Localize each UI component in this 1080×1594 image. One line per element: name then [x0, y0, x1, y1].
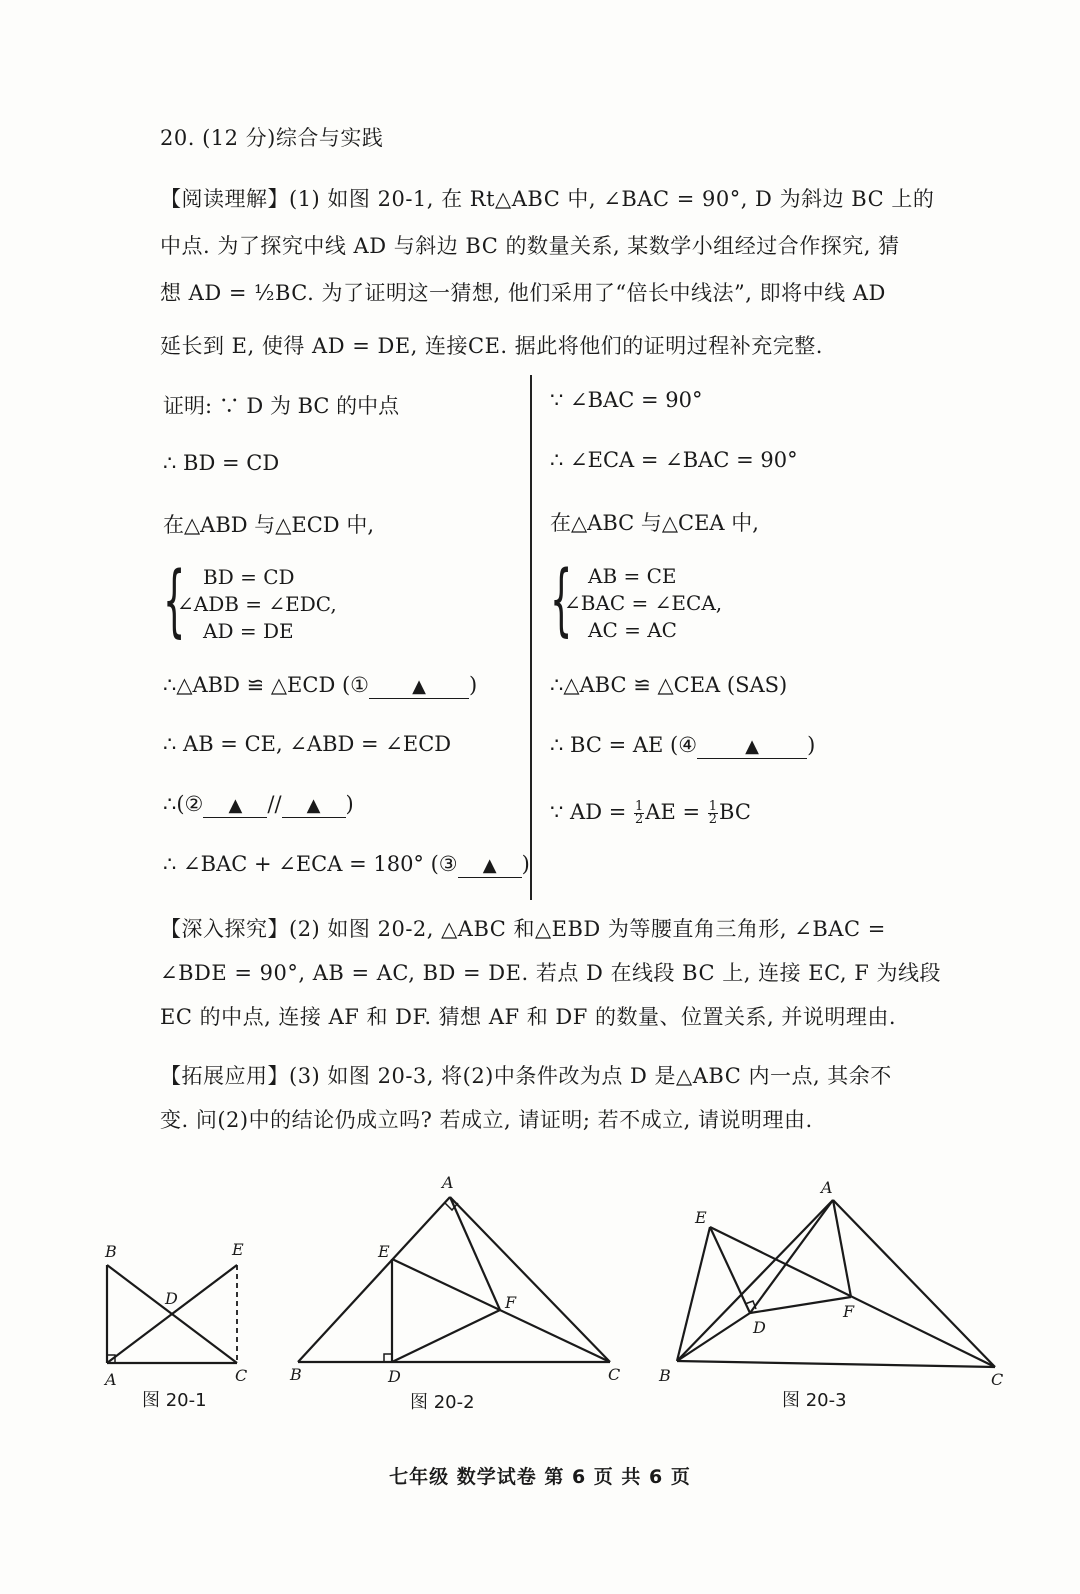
extend-line-1: 【拓展应用】(3) 如图 20-3, 将(2)中条件改为点 D 是△ABC 内一点, 其余不 [160, 1064, 892, 1088]
sys-right-row-1: AB = CE [588, 564, 677, 588]
close-paren: ) [521, 852, 530, 876]
proof-right-5 [550, 733, 815, 759]
deep-line-2: ∠BDE = 90°, AB = AC, BD = DE. 若点 D 在线段 BC 上, 连接 EC, F 为线段 [160, 961, 942, 985]
fig2-label-a: A [442, 1173, 454, 1192]
fig1-label-d: D [165, 1289, 178, 1308]
proof-left-6-prefix: ∴(② [163, 792, 204, 816]
proof-right-6 [550, 800, 751, 826]
proof-left-5: ∴ AB = CE, ∠ABD = ∠ECD [163, 732, 452, 756]
triangle-icon: ▲ [228, 795, 243, 816]
proof-left-2: ∴ BD = CD [163, 451, 280, 475]
sys-right-row-3: AC = AC [588, 618, 677, 642]
proof-left-7 [163, 852, 530, 878]
fraction-half: $\frac{1}{2}$ [635, 799, 644, 827]
proof-right-system [550, 555, 770, 647]
fig2-label-b: B [290, 1365, 302, 1384]
proof-right-2: ∴ ∠ECA = ∠BAC = 90° [550, 448, 798, 472]
sys-left-row-3: AD = DE [203, 619, 294, 643]
fig3-label-c: C [991, 1370, 1004, 1389]
reading-line-4: 延长到 E, 使得 AD = DE, 连接CE. 据此将他们的证明过程补充完整. [160, 334, 823, 358]
figure-20-3 [655, 1175, 1015, 1390]
blank-3[interactable] [458, 853, 522, 878]
brace-icon: { [163, 556, 186, 646]
sys-right-row-2: ∠BAC = ∠ECA, [564, 591, 723, 615]
proof-right-6-b: AE = [645, 800, 701, 824]
blank-1[interactable] [369, 674, 469, 699]
proof-left-1: 证明: ∵ D 为 BC 的中点 [163, 394, 400, 418]
triangle-icon: ▲ [745, 736, 759, 757]
proof-right-1: ∵ ∠BAC = 90° [550, 388, 703, 412]
proof-left-6 [163, 792, 354, 818]
fig2-label-f: F [505, 1293, 517, 1312]
proof-left-3: 在△ABD 与△ECD 中, [163, 513, 374, 537]
fig1-label-e: E [232, 1240, 244, 1259]
fig2-caption: 图 20-2 [410, 1392, 475, 1413]
proof-right-6-a: ∵ AD = [550, 800, 627, 824]
figure-20-1 [95, 1235, 265, 1390]
page-footer: 七年级 数学试卷 第 6 页 共 6 页 [389, 1466, 691, 1488]
fig2-label-c: C [608, 1365, 621, 1384]
sys-left-row-1: BD = CD [203, 565, 295, 589]
fig3-label-d: D [753, 1318, 766, 1337]
fig2-label-d: D [388, 1367, 401, 1386]
fig1-label-a: A [105, 1370, 117, 1389]
deep-line-3: EC 的中点, 连接 AF 和 DF. 猜想 AF 和 DF 的数量、位置关系, 并说明理由. [160, 1005, 897, 1029]
blank-2b[interactable] [282, 793, 346, 818]
deep-line-1: 【深入探究】(2) 如图 20-2, △ABC 和△EBD 为等腰直角三角形, ∠BAC = [160, 917, 886, 941]
proof-divider [530, 375, 532, 900]
proof-left-4-text: ∴△ABD ≌ △ECD (① [163, 673, 369, 697]
triangle-icon: ▲ [412, 676, 426, 697]
close-paren: ) [468, 673, 478, 697]
proof-left-system [163, 556, 383, 648]
triangle-icon: ▲ [482, 855, 497, 876]
fig3-label-a: A [821, 1178, 833, 1197]
sys-left-row-2: ∠ADB = ∠EDC, [177, 592, 337, 616]
fig1-caption: 图 20-1 [142, 1390, 207, 1411]
proof-right-6-c: BC [719, 800, 751, 824]
fraction-half: $\frac{1}{2}$ [708, 799, 718, 827]
fig3-label-b: B [659, 1366, 671, 1385]
fig2-label-e: E [378, 1242, 390, 1261]
fig1-label-c: C [235, 1366, 248, 1385]
fig1-label-b: B [105, 1242, 117, 1261]
reading-line-2: 中点. 为了探究中线 AD 与斜边 BC 的数量关系, 某数学小组经过合作探究, 猜 [160, 234, 900, 258]
triangle-icon: ▲ [306, 795, 321, 816]
proof-left-7-text: ∴ ∠BAC + ∠ECA = 180° (③ [163, 852, 458, 876]
extend-line-2: 变. 问(2)中的结论仍成立吗? 若成立, 请证明; 若不成立, 请说明理由. [160, 1108, 813, 1132]
parallel-sign: // [267, 792, 282, 816]
proof-left-4 [163, 673, 477, 699]
fig3-caption: 图 20-3 [782, 1390, 847, 1411]
reading-line-3: 想 AD = ½BC. 为了证明这一猜想, 他们采用了“倍长中线法”, 即将中线 AD [160, 281, 886, 305]
proof-right-3: 在△ABC 与△CEA 中, [550, 511, 759, 535]
reading-line-1: 【阅读理解】(1) 如图 20-1, 在 Rt△ABC 中, ∠BAC = 90°, D 为斜边 BC 上的 [160, 187, 935, 211]
close-paren: ) [807, 733, 816, 757]
proof-right-4: ∴△ABC ≌ △CEA (SAS) [550, 673, 788, 697]
proof-right-5-text: ∴ BC = AE (④ [550, 733, 698, 757]
fig3-label-f: F [843, 1302, 855, 1321]
close-paren: ) [345, 792, 354, 816]
fig3-label-e: E [695, 1208, 707, 1227]
question-header: 20. (12 分)综合与实践 [160, 126, 384, 150]
blank-4[interactable] [697, 734, 807, 759]
figure-20-2 [280, 1172, 625, 1387]
brace-icon: { [550, 555, 573, 645]
blank-2a[interactable] [203, 793, 267, 818]
